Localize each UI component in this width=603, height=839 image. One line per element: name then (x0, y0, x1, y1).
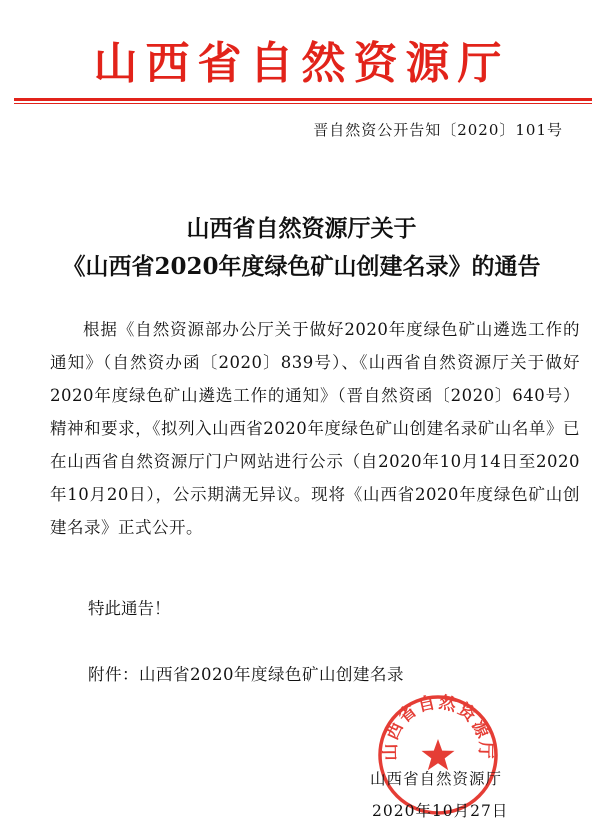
issuer-name: 山西省自然资源厅 (370, 770, 503, 788)
issue-date: 2020年10月27日 (372, 802, 509, 820)
svg-text:山西省自然资源厅: 山西省自然资源厅 (380, 693, 496, 761)
document-number: 晋自然资公开告知〔2020〕101号 (313, 121, 563, 139)
letterhead-org-name: 山西省自然资源厅 (93, 38, 510, 89)
official-seal-stamp (376, 693, 500, 817)
notice-title-line-1: 山西省自然资源厅关于 (186, 215, 417, 242)
body-paragraph: 根据《自然资源部办公厅关于做好2020年度绿色矿山遴选工作的通知》（自然资办函〔2020〕839号）、《山西省自然资源厅关于做好2020年度绿色矿山遴选工作的通知》（晋自然资函〔2020〕640号）精神和要求，《拟列入山西省2020年度绿色矿山创建名录矿山名单》已在山西省自然资源厅门户网站进行公示（自2020年10月14日至2020年10月20日），公示期满无异议。现将《山西省2020年度绿色矿山创建名录》正式公开。 (50, 320, 580, 537)
notice-title-line-2: 《山西省2020年度绿色矿山创建名录》的通告 (62, 253, 541, 280)
letterhead-rule-thin (14, 103, 592, 104)
closing-phrase: 特此通告！ (88, 599, 171, 618)
attachment-line: 附件：山西省2020年度绿色矿山创建名录 (88, 665, 404, 684)
letterhead-rule-thick (14, 98, 592, 101)
seal-star-icon (422, 739, 455, 770)
